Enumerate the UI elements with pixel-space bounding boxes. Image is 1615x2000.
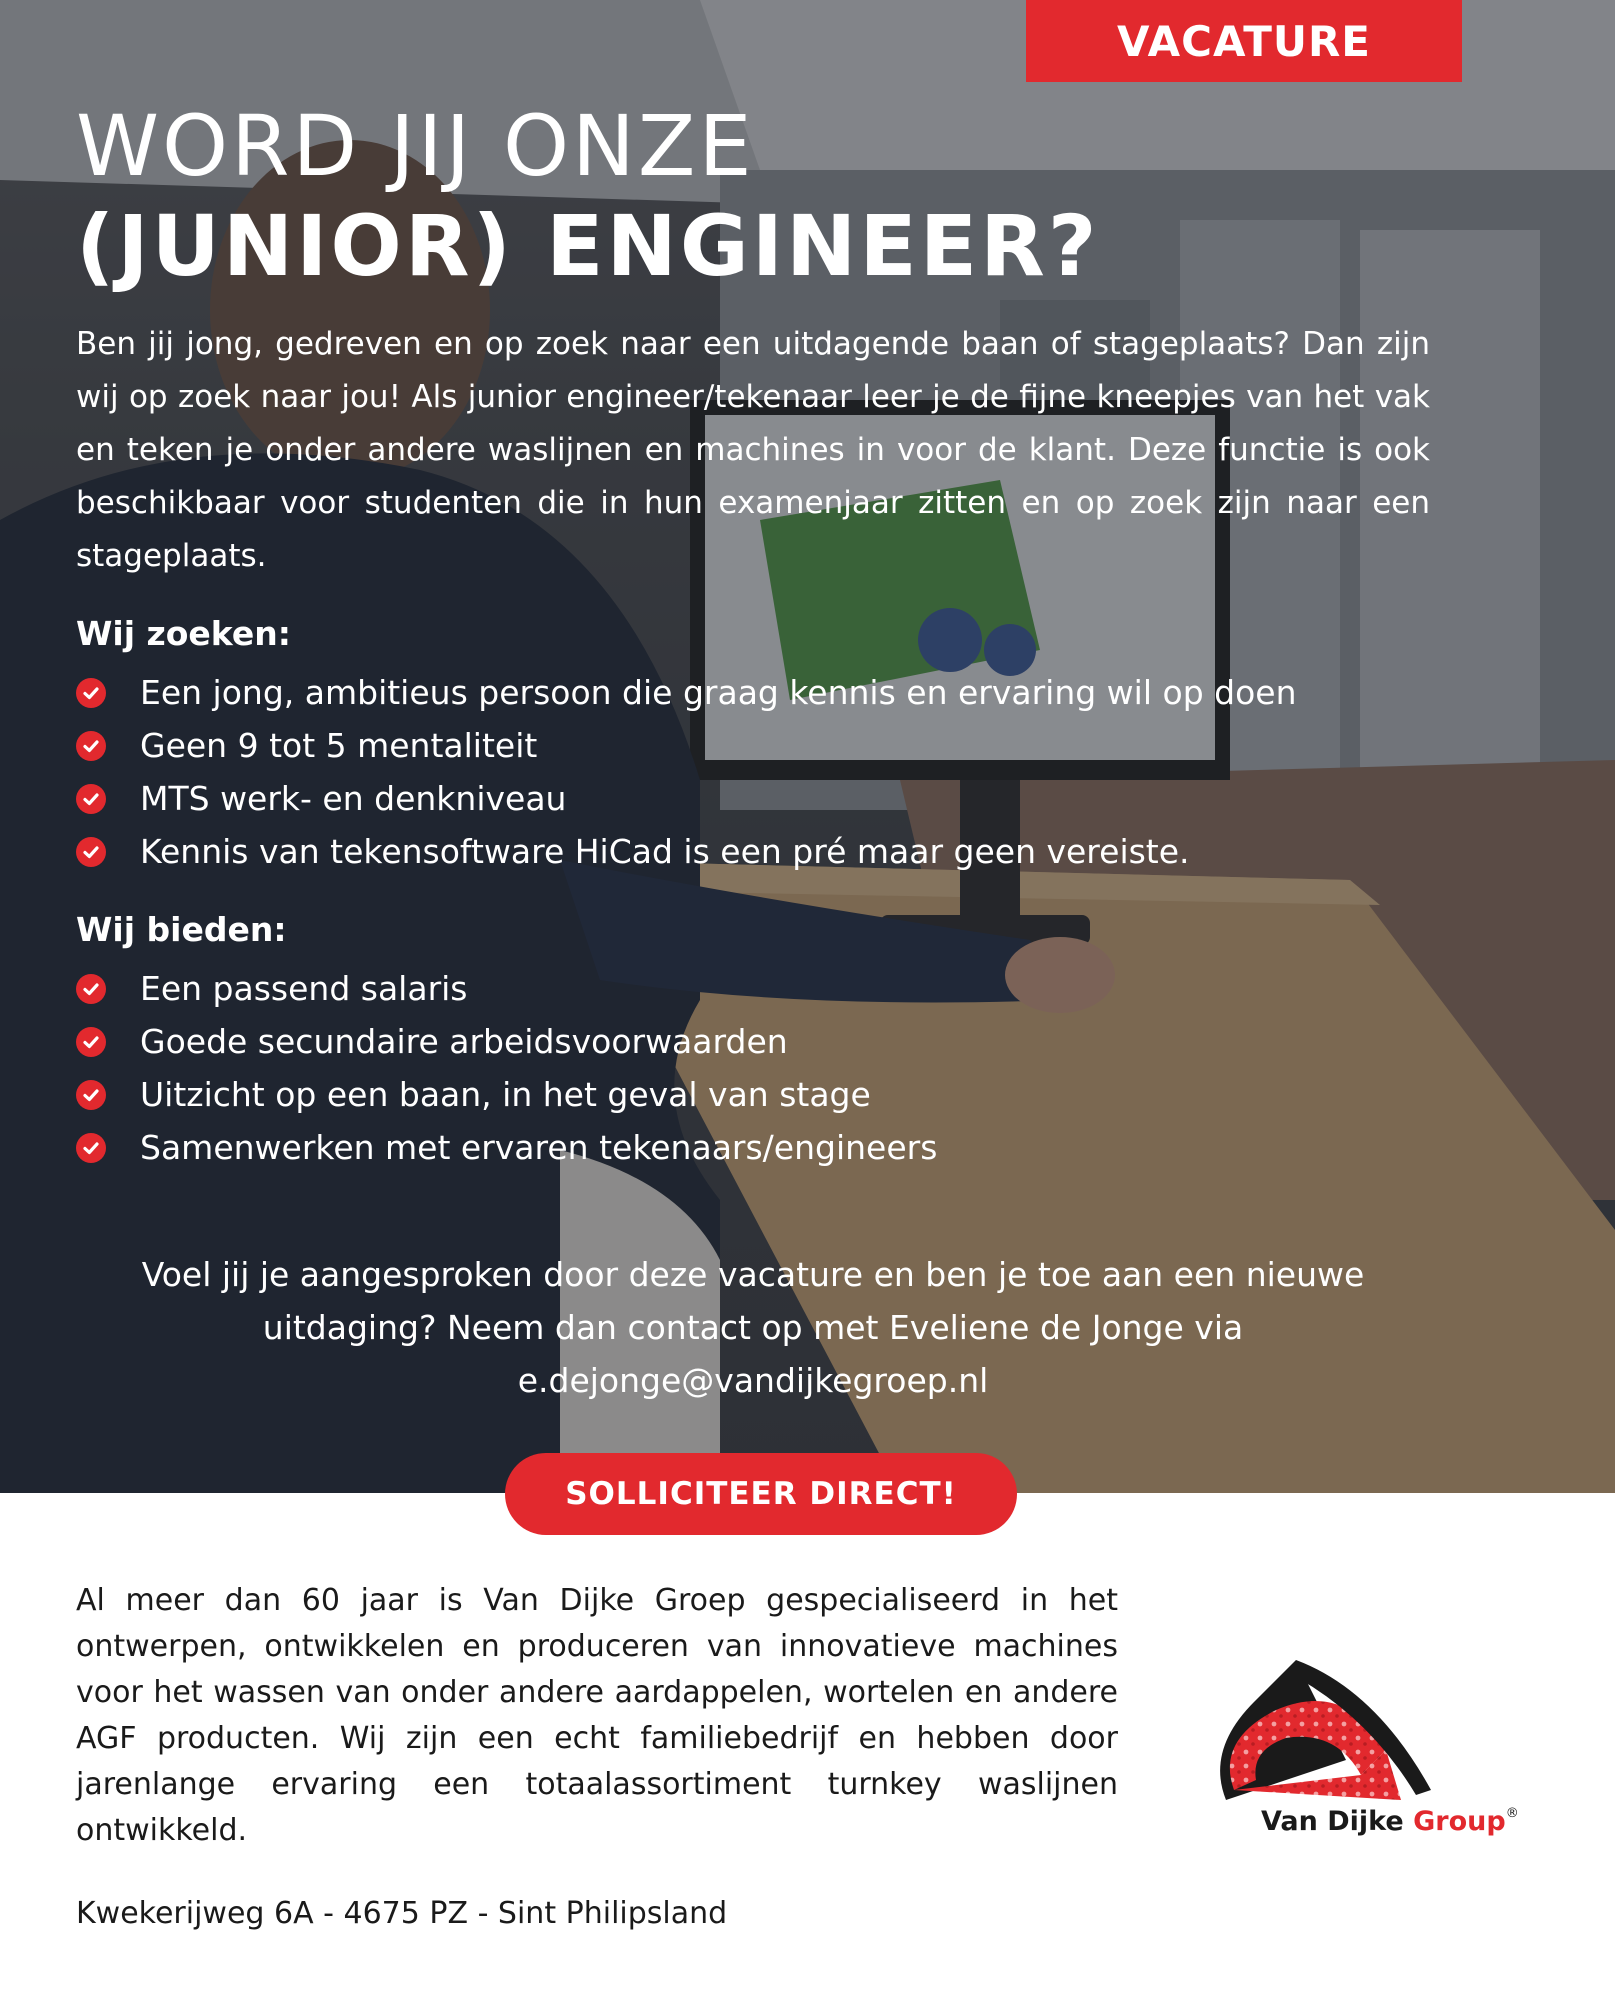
check-circle-icon	[76, 974, 106, 1004]
list-item	[76, 772, 1476, 825]
vacature-badge: VACATURE	[1026, 0, 1462, 82]
list-item-label: MTS werk- en denkniveau	[140, 779, 567, 818]
title-line-2: (JUNIOR) ENGINEER?	[76, 197, 1100, 295]
offering-list	[76, 962, 1476, 1174]
offering-heading: Wij bieden:	[76, 910, 287, 949]
list-item-label: Goede secundaire arbeidsvoorwaarden	[140, 1022, 788, 1061]
check-circle-icon	[76, 1133, 106, 1163]
check-circle-icon	[76, 837, 106, 867]
list-item-label: Geen 9 tot 5 mentaliteit	[140, 726, 538, 765]
logo-wordmark	[1261, 1806, 1519, 1837]
list-item	[76, 1015, 1476, 1068]
list-item	[76, 719, 1476, 772]
contact-paragraph	[76, 1248, 1430, 1407]
list-item-label: Een jong, ambitieus persoon die graag kennis en ervaring wil op doen	[140, 673, 1297, 712]
seeking-heading: Wij zoeken:	[76, 614, 291, 653]
list-item	[76, 1121, 1476, 1174]
contact-line-1: Voel jij je aangesproken door deze vacature en ben je toe aan een nieuwe	[141, 1255, 1365, 1294]
logo-suffix: Group	[1413, 1806, 1506, 1837]
title-line-1: WORD JIJ ONZE	[76, 97, 755, 195]
list-item	[76, 1068, 1476, 1121]
contact-line-2: uitdaging? Neem dan contact op met Eveliene de Jonge via	[262, 1308, 1244, 1347]
check-circle-icon	[76, 1027, 106, 1057]
logo-name: Van Dijke	[1261, 1806, 1404, 1837]
list-item-label: Samenwerken met ervaren tekenaars/engineers	[140, 1128, 938, 1167]
check-circle-icon	[76, 731, 106, 761]
list-item-label: Kennis van tekensoftware HiCad is een pré maar geen vereiste.	[140, 832, 1190, 871]
list-item-label: Een passend salaris	[140, 969, 468, 1008]
seeking-list	[76, 666, 1476, 878]
list-item	[76, 666, 1476, 719]
list-item	[76, 825, 1476, 878]
check-circle-icon	[76, 784, 106, 814]
check-circle-icon	[76, 1080, 106, 1110]
apply-button[interactable]: SOLLICITEER DIRECT!	[505, 1453, 1017, 1535]
list-item-label: Uitzicht op een baan, in het geval van stage	[140, 1075, 871, 1114]
logo-registered-mark: ®	[1505, 1806, 1519, 1821]
contact-email-link[interactable]: e.dejonge@vandijkegroep.nl	[517, 1361, 989, 1400]
list-item	[76, 962, 1476, 1015]
intro-paragraph: Ben jij jong, gedreven en op zoek naar een uitdagende baan of stageplaats? Dan zijn wij op zoek naar jou! Als junior engineer/tekenaar leer je de fijne kneepjes van het vak en teken je onder andere waslijnen en machines in voor de klant. Deze functie is ook beschikbaar voor studenten die in hun examenjaar zitten en op zoek zijn naar een stageplaats.	[76, 326, 1430, 574]
company-address: Kwekerijweg 6A - 4675 PZ - Sint Philipsland	[76, 1896, 728, 1931]
company-about-paragraph: Al meer dan 60 jaar is Van Dijke Groep gespecialiseerd in het ontwerpen, ontwikkelen en produceren van innovatieve machines voor het wassen van onder andere aardappelen, wortelen en andere AGF producten. Wij zijn een echt familiebedrijf en hebben door jarenlange ervaring een totaalassortiment turnkey waslijnen ontwikkeld.	[76, 1583, 1118, 1848]
page-title	[76, 96, 1176, 296]
check-circle-icon	[76, 678, 106, 708]
